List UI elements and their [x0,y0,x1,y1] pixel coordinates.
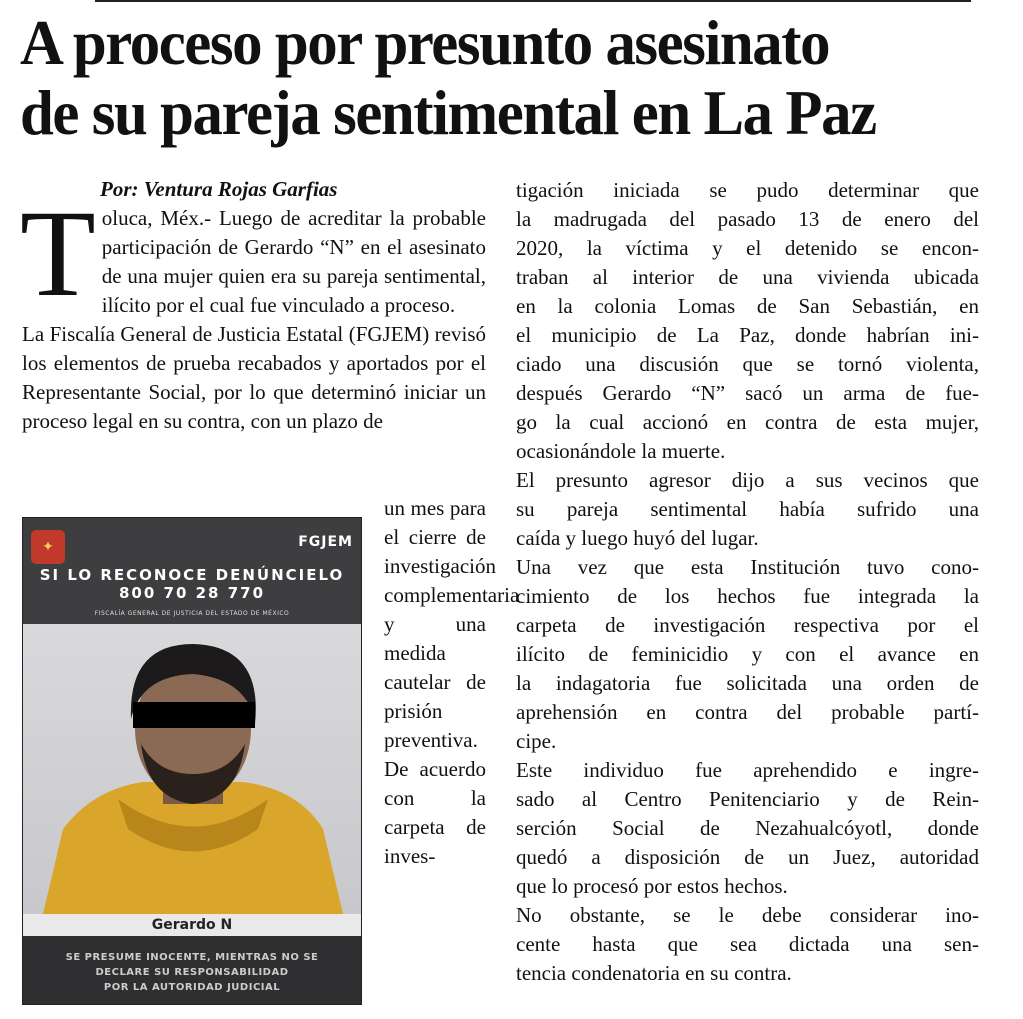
column-2-line: go la cual accionó en contra de esta mujer, [516,410,979,434]
column-2-line: carpeta de investigación respectiva por el [516,613,979,637]
presumption-notice [23,950,361,995]
suspect-portrait-illustration [23,624,361,914]
paragraph-3: De acuerdo con la carpeta de inves- [384,757,486,868]
notice-line-3: POR LA AUTORIDAD JUDICIAL [103,982,281,993]
notice-line-1: SE PRESUME INOCENTE, MIENTRAS NO SE [65,952,319,963]
column-2-line: No obstante, se le debe considerar ino- [516,903,979,927]
censor-bar [133,702,255,728]
state-seal-icon: ✦ [31,530,65,564]
column-2-line: sado al Centro Penitenciario y de Rein- [516,787,979,811]
notice-line-2: DECLARE SU RESPONSABILIDAD [95,967,289,978]
report-call-to-action: SI LO RECONOCE DENÚNCIELO [39,566,345,584]
column-2-line: en la colonia Lomas de San Sebastián, en [516,294,979,318]
column-2-line: aprehensión en contra del probable partí- [516,700,979,724]
column-2-line: ilícito de feminicidio y con el avance en [516,642,979,666]
column-2-line: serción Social de Nezahualcóyotl, donde [516,816,979,840]
column-2-line: 2020, la víctima y el detenido se encon- [516,236,979,260]
column-2-line: traban al interior de una vivienda ubicada [516,265,979,289]
byline: Por: Ventura Rojas Garfias [100,177,338,201]
column-2-line: quedó a disposición de un Juez, autoridad [516,845,979,869]
suspect-photo [22,517,362,1005]
article-narrow-column [384,494,520,871]
paragraph-2-continued: un mes para el cierre de investigación complementaria y una medida cautelar de prisión preventiva. [384,496,520,752]
lead-paragraph-text: oluca, Méx.- Luego de acreditar la probable participación de Gerardo “N” en el asesinato de una mujer quien era su pareja sentimental, ilícito por el cual fue vinculado a proceso. [101,206,486,317]
column-2-line: cimiento de los hechos fue integrada la [516,584,979,608]
subject-name: Gerardo N [23,914,361,936]
column-2-line: que lo procesó por estos hechos. [516,874,788,898]
headline-line-1: A proceso por presunto asesinato [20,7,830,78]
report-phone-number: 800 70 28 770 [118,584,266,602]
column-2-line: tigación iniciada se pudo determinar que [516,178,979,202]
top-rule [95,0,971,2]
column-2-line: ocasionándole la muerte. [516,439,726,463]
column-2-line: su pareja sentimental había sufrido una [516,497,979,521]
column-2-line: la madrugada del pasado 13 de enero del [516,207,979,231]
column-2-line: tencia condenatoria en su contra. [516,961,792,985]
column-2-line: Una vez que esta Institución tuvo cono- [516,555,979,579]
column-2-line: cipe. [516,729,557,753]
column-2-line: caída y luego huyó del lugar. [516,526,759,550]
agency-label: FGJEM [298,534,353,550]
photo-header-band [23,518,361,624]
column-2-line: después Gerardo “N” sacó un arma de fue- [516,381,979,405]
column-2-line: El presunto agresor dijo a sus vecinos que [516,468,979,492]
suspect-portrait [23,624,361,914]
column-2-line: la indagatoria fue solicitada una orden de [516,671,979,695]
headline [20,8,956,148]
column-2-line: Este individuo fue aprehendido e ingre- [516,758,979,782]
headline-line-2: de su pareja sentimental en La Paz [20,77,876,148]
column-2-line: cente hasta que sea dictada una sen- [516,932,979,956]
column-2-line: ciado una discusión que se tornó violenta, [516,352,979,376]
drop-cap: T [20,185,96,322]
photo-footer-band [23,936,361,1005]
institution-label: FISCALÍA GENERAL DE JUSTICIA DEL ESTADO DE MÉXICO [94,610,290,617]
article-column-2 [516,176,979,988]
paragraph-2: La Fiscalía General de Justicia Estatal (FGJEM) revisó los elementos de prueba recabados y aportados por el Representante Social, por lo que determinó iniciar un proceso legal en su contra, con un plazo de [22,322,486,433]
column-2-line: el municipio de La Paz, donde habrían ini- [516,323,979,347]
